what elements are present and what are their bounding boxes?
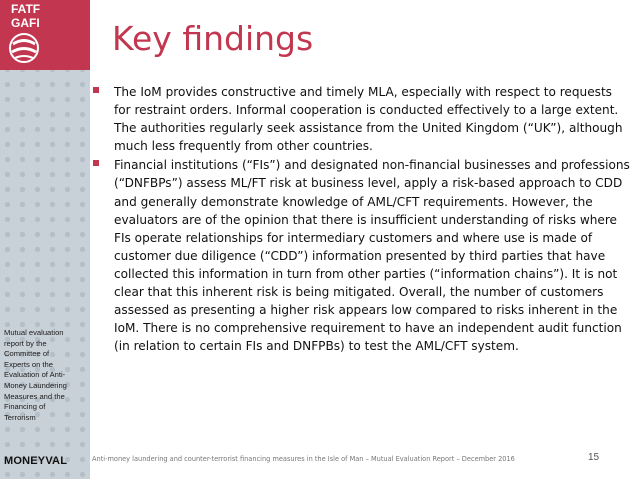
bullet-text: Financial institutions (“FIs”) and designated non-financial businesses and professions (“DNFBPs”) assess ML/FT risk at business level, apply a risk-based approach to CDD and generally demonstrate knowledge of AML/CFT requirements. However, the evaluators are of the opinion that there is insufficient understanding of risks where FIs operate relationships for intermediary customers and where use is made of customer due diligence (“CDD”) information presented by third parties that have collected this information in turn from other parties (“information chains”). It is not clear that this inherent risk is being mitigated. Overall, the number of customers assessed as presenting a higher risk appears low compared to risks inherent in the IoM. There is no comprehensive requirement to have an independent audit function (in relation to certain FIs and DNFPBs) to test the AML/CFT system.	[114, 158, 630, 354]
logo-fatf-text: FATF	[11, 2, 41, 16]
page-number: 15	[588, 452, 600, 463]
slide-title: Key findings	[112, 19, 314, 58]
footer-text: Anti-money laundering and counter-terrorist financing measures in the Isle of Man – Mutual Evaluation Report – December 2016	[92, 455, 515, 463]
square-bullet-icon	[93, 87, 99, 93]
bullet-text: The IoM provides constructive and timely MLA, especially with respect to requests for restraint orders. Informal cooperation is conducted effectively to a large extent. The authorities regularly seek assistance from the United Kingdom (“UK”), although much less frequently from other countries.	[114, 85, 623, 154]
sidebar	[0, 0, 90, 479]
findings-list	[92, 83, 632, 356]
moneyval-label: MONEYVAL	[4, 455, 68, 467]
logo-gafi-text: GAFI	[11, 16, 40, 30]
list-item	[92, 156, 632, 355]
square-bullet-icon	[93, 160, 99, 166]
sidebar-description: Mutual evaluation report by the Committee of Experts on the Evaluation of Anti-Money Laundering Measures and the Financing of Terrorism	[4, 328, 67, 422]
fatf-gafi-logo	[0, 0, 90, 70]
list-item	[92, 83, 632, 155]
